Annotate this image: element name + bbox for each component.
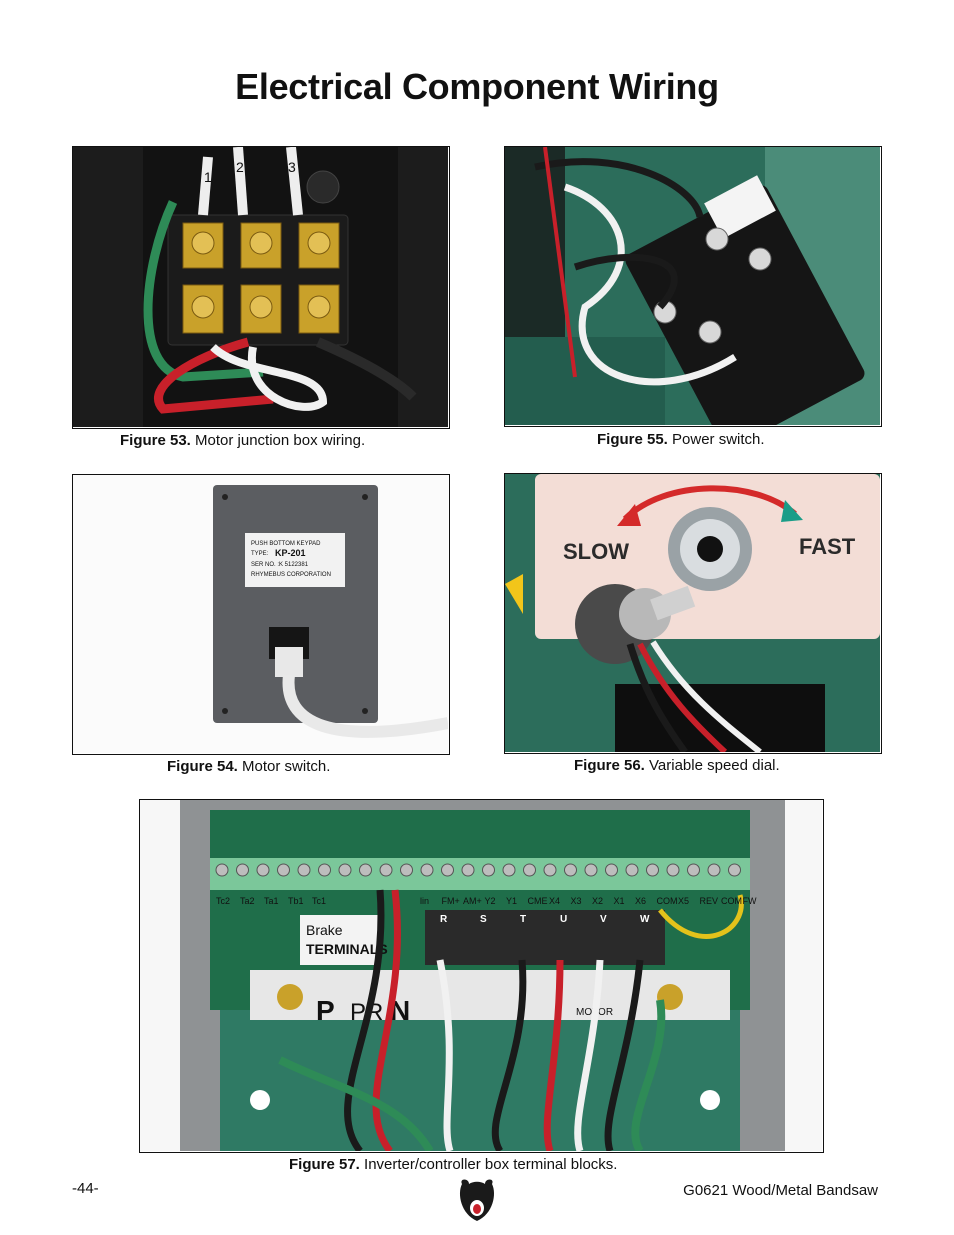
upper-terminal-label: Tb1	[288, 896, 304, 906]
keypad-label-serial: SER NO. :K 5122381	[251, 562, 309, 568]
keypad-label-model: KP-201	[275, 548, 306, 558]
terminal-screw	[319, 864, 331, 876]
figure-56-photo	[504, 473, 882, 754]
terminal-screw	[524, 864, 536, 876]
figure-54-label: Figure 54.	[167, 758, 238, 775]
phase-terminal-label: T	[520, 914, 527, 925]
phase-terminal-label: W	[640, 914, 650, 925]
keypad-label-line-1: PUSH BOTTOM KEYPAD	[251, 541, 321, 547]
brake-label-1: Brake	[306, 922, 343, 938]
slow-label: SLOW	[563, 539, 629, 564]
figure-55-text: Power switch.	[672, 431, 765, 448]
lower-terminal-label: X6	[635, 896, 647, 906]
terminal-screw	[483, 864, 495, 876]
figure-57-photo	[139, 799, 824, 1153]
figure-55-label: Figure 55.	[597, 431, 668, 448]
terminal-pr: PR	[350, 999, 384, 1026]
brake-label-2: TERMINALS	[306, 941, 388, 957]
phase-terminal-label: U	[560, 914, 568, 925]
terminal-screw	[565, 864, 577, 876]
figure-56-caption	[574, 757, 780, 774]
lower-terminal-label: X3	[570, 896, 582, 906]
figure-57-text: Inverter/controller box terminal blocks.	[364, 1156, 618, 1173]
terminal-screw	[462, 864, 474, 876]
figure-53-photo	[72, 146, 450, 429]
terminal-screw	[380, 864, 392, 876]
keypad-label-type: TYPE:	[251, 551, 269, 557]
figure-54-caption	[167, 758, 330, 775]
phase-terminal-label: S	[480, 914, 487, 925]
fast-label: FAST	[799, 534, 856, 559]
terminal-screw	[237, 864, 249, 876]
figure-57-caption	[289, 1156, 617, 1173]
terminal-screw	[667, 864, 679, 876]
lower-terminal-label: lin	[420, 896, 430, 906]
page-number: -44-	[72, 1180, 99, 1197]
figure-55-photo	[504, 146, 882, 427]
wire-number-3: 3	[288, 159, 296, 175]
phase-terminal-label: V	[600, 914, 607, 925]
lower-terminal-label: AM+	[463, 896, 482, 906]
terminal-screw	[708, 864, 720, 876]
lower-terminal-label: X2	[592, 896, 604, 906]
lower-terminal-label: Y1	[506, 896, 518, 906]
lower-terminal-label: FW	[742, 896, 757, 906]
terminal-screw	[257, 864, 269, 876]
lower-terminal-label: FM+	[441, 896, 460, 906]
figure-53-label: Figure 53.	[120, 432, 191, 449]
terminal-screw	[360, 864, 372, 876]
terminal-screw	[401, 864, 413, 876]
terminal-screw	[647, 864, 659, 876]
terminal-screw	[503, 864, 515, 876]
terminal-screw	[278, 864, 290, 876]
phase-terminal-label: R	[440, 914, 448, 925]
lower-terminal-label: X5	[678, 896, 690, 906]
lower-terminal-label: COM	[656, 896, 678, 906]
terminal-screw	[421, 864, 433, 876]
upper-terminal-label: Ta1	[264, 896, 279, 906]
terminal-p: P	[316, 995, 335, 1026]
figure-53-text: Motor junction box wiring.	[195, 432, 366, 449]
terminal-screw	[442, 864, 454, 876]
figure-54-text: Motor switch.	[242, 758, 331, 775]
terminal-screw	[585, 864, 597, 876]
upper-terminal-label: Tc2	[216, 896, 231, 906]
figure-54-photo	[72, 474, 450, 755]
terminal-screw	[688, 864, 700, 876]
manual-name: G0621 Wood/Metal Bandsaw	[683, 1182, 878, 1199]
wire-number-1: 1	[204, 169, 212, 185]
lower-terminal-label: REV	[699, 896, 719, 906]
upper-terminal-label: Tc1	[312, 896, 327, 906]
terminal-screw	[339, 864, 351, 876]
terminal-screw	[729, 864, 741, 876]
figure-57-label: Figure 57.	[289, 1156, 360, 1173]
wire-number-2: 2	[236, 159, 244, 175]
terminal-screw	[626, 864, 638, 876]
figure-53-caption	[120, 432, 365, 449]
terminal-n: N	[390, 995, 411, 1026]
terminal-screw	[544, 864, 556, 876]
figure-55-caption	[597, 431, 765, 448]
lower-terminal-label: X4	[549, 896, 561, 906]
terminal-screw	[216, 864, 228, 876]
figure-56-label: Figure 56.	[574, 757, 645, 774]
motor-label: MOTOR	[576, 1007, 614, 1018]
lower-terminal-label: COM	[721, 896, 742, 906]
lower-terminal-label: Y2	[484, 896, 496, 906]
upper-terminal-label: Ta2	[240, 896, 255, 906]
lower-terminal-label: X1	[613, 896, 625, 906]
keypad-label-corp: RHYMEBUS CORPORATION	[251, 572, 331, 578]
lower-terminal-label: CME	[527, 896, 548, 906]
terminal-screw	[606, 864, 618, 876]
grizzly-bear-logo-icon	[457, 1178, 497, 1227]
page-title: Electrical Component Wiring	[235, 66, 719, 107]
terminal-screw	[298, 864, 310, 876]
figure-56-text: Variable speed dial.	[649, 757, 780, 774]
